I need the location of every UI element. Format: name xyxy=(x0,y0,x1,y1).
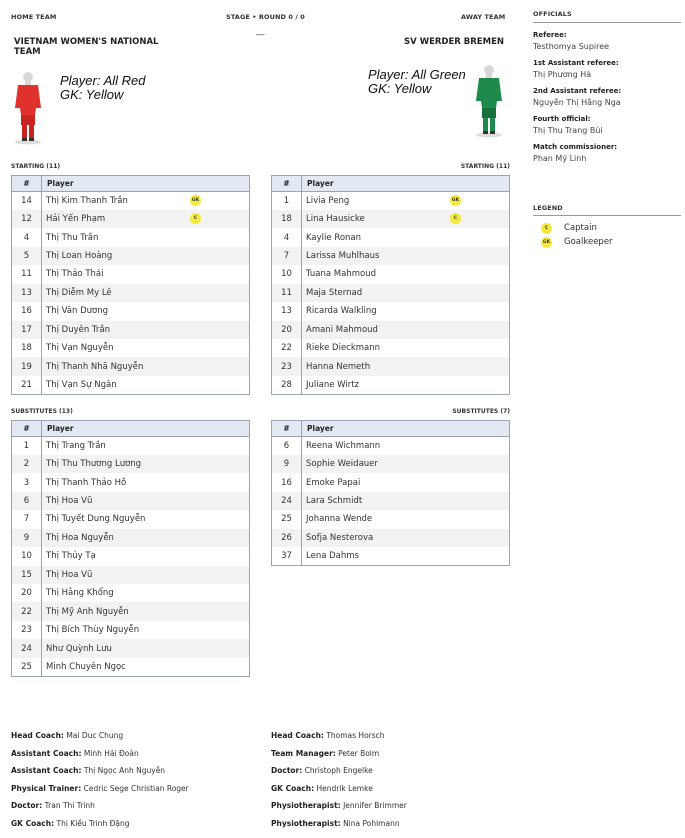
player-name-cell xyxy=(42,265,250,283)
player-row xyxy=(272,228,510,246)
player-name: Thị Thu Thương Lương xyxy=(46,459,142,470)
player-name-cell xyxy=(302,265,510,283)
staff-name: Thị Kiều Trinh Đặng xyxy=(56,818,130,828)
captain-badge: C xyxy=(190,213,201,224)
official-name: Testhomya Supiree xyxy=(533,42,610,51)
staff-entry xyxy=(271,731,407,749)
player-name: Minh Chuyên Ngọc xyxy=(46,661,126,672)
player-name-cell xyxy=(302,547,510,565)
player-name: Rieke Dieckmann xyxy=(306,343,381,354)
player-name-cell xyxy=(42,529,250,547)
player-name-cell xyxy=(42,566,250,584)
player-number: 20 xyxy=(272,321,302,339)
captain-badge: C xyxy=(541,223,552,234)
official-entry xyxy=(533,31,681,51)
player-number: 11 xyxy=(272,284,302,302)
home-kit-player: Player: All Red xyxy=(60,73,146,88)
player-name-cell xyxy=(302,473,510,491)
player-number: 24 xyxy=(12,639,42,657)
player-number: 19 xyxy=(12,357,42,375)
player-number: 1 xyxy=(272,192,302,210)
staff-name: Nina Pohlmann xyxy=(343,818,400,828)
player-name-cell xyxy=(42,510,250,528)
legend-label: Captain xyxy=(564,223,597,233)
player-name-cell xyxy=(42,584,250,602)
player-number: 24 xyxy=(272,492,302,510)
player-row xyxy=(272,357,510,375)
player-number: 25 xyxy=(272,510,302,528)
player-name-cell xyxy=(42,192,250,210)
staff-entry xyxy=(11,784,189,802)
player-row xyxy=(12,376,250,394)
player-number: 18 xyxy=(272,210,302,228)
staff-name: Thomas Horsch xyxy=(326,731,385,740)
col-num-header: # xyxy=(272,421,302,437)
staff-role: Head Coach: xyxy=(271,731,324,740)
player-number: 23 xyxy=(12,621,42,639)
col-player-header: Player xyxy=(42,176,250,192)
player-number: 7 xyxy=(272,247,302,265)
player-row xyxy=(12,621,250,639)
player-number: 22 xyxy=(12,602,42,620)
player-number: 11 xyxy=(12,265,42,283)
official-role: Match commissioner: xyxy=(533,143,618,151)
player-number: 6 xyxy=(12,492,42,510)
player-name: Hanna Nemeth xyxy=(306,361,371,372)
player-name-cell xyxy=(42,376,250,394)
player-name: Lina Hausicke xyxy=(306,214,365,225)
player-number: 9 xyxy=(272,455,302,473)
player-name: Kaylie Ronan xyxy=(306,232,362,243)
staff-role: Doctor: xyxy=(11,801,43,811)
goalkeeper-badge: GK xyxy=(450,195,461,206)
player-row xyxy=(272,210,510,228)
player-row xyxy=(12,584,250,602)
player-row xyxy=(272,455,510,473)
player-name: Thị Thu Trần xyxy=(46,232,99,243)
captain-badge: C xyxy=(450,213,461,224)
staff-name: Minh Hải Đoàn xyxy=(83,748,139,758)
staff-role: Physical Trainer: xyxy=(11,783,82,793)
player-name-cell xyxy=(302,247,510,265)
player-row xyxy=(272,473,510,491)
match-score: — xyxy=(256,30,265,40)
legend-item xyxy=(533,221,681,235)
player-row xyxy=(272,302,510,320)
player-name: Thị Tuyết Dung Nguyễn xyxy=(46,514,146,525)
staff-name: Cedric Sege Christian Roger xyxy=(83,783,189,793)
staff-role: Physiotherapist: xyxy=(271,801,341,811)
official-entry xyxy=(533,115,681,135)
player-name: Thị Vân Dương xyxy=(46,306,109,317)
player-row xyxy=(272,192,510,210)
player-row xyxy=(272,284,510,302)
staff-entry xyxy=(11,731,189,749)
player-name: Sofja Nesterova xyxy=(306,532,374,543)
staff-name: Christoph Engelke xyxy=(304,766,373,776)
player-number: 4 xyxy=(272,228,302,246)
player-name: Johanna Wende xyxy=(306,514,373,525)
player-row xyxy=(12,492,250,510)
player-row xyxy=(12,566,250,584)
staff-name: Hendrik Lemke xyxy=(316,783,373,793)
player-name-cell xyxy=(302,529,510,547)
player-name-cell xyxy=(42,437,250,455)
player-name: Thị Vạn Nguyễn xyxy=(46,343,114,354)
staff-name: Peter Bolm xyxy=(338,748,380,758)
legend-title: LEGEND xyxy=(533,204,681,216)
col-player-header: Player xyxy=(302,176,510,192)
player-name-cell xyxy=(42,658,250,676)
away-starting-label: STARTING (11) xyxy=(460,163,510,170)
staff-entry xyxy=(11,749,189,767)
staff-entry xyxy=(271,801,407,819)
official-name: Nguyễn Thị Hằng Nga xyxy=(533,98,621,107)
player-name: Reena Wichmann xyxy=(306,440,381,451)
col-player-header: Player xyxy=(302,421,510,437)
legend-label: Goalkeeper xyxy=(564,237,613,247)
away-subs-table xyxy=(271,420,510,566)
player-number: 7 xyxy=(12,510,42,528)
player-name-cell xyxy=(42,302,250,320)
player-name: Thị Hoa Nguyễn xyxy=(46,532,114,543)
player-name-cell xyxy=(302,339,510,357)
player-number: 6 xyxy=(272,437,302,455)
player-name-cell xyxy=(302,228,510,246)
player-row xyxy=(12,602,250,620)
player-name-cell xyxy=(302,192,510,210)
player-name-cell xyxy=(302,302,510,320)
player-row xyxy=(12,639,250,657)
away-team-label: AWAY TEAM xyxy=(461,13,506,21)
goalkeeper-badge: GK xyxy=(541,237,552,248)
away-kit-player: Player: All Green xyxy=(368,67,466,82)
official-role: 2nd Assistant referee: xyxy=(533,87,622,95)
official-entry xyxy=(533,143,681,163)
player-name: Lara Schmidt xyxy=(306,496,363,507)
player-row xyxy=(12,228,250,246)
player-name-cell xyxy=(42,357,250,375)
player-row xyxy=(272,529,510,547)
player-name-cell xyxy=(302,437,510,455)
player-name: Thị Hằng Khổng xyxy=(46,588,114,599)
player-row xyxy=(12,265,250,283)
player-number: 5 xyxy=(12,247,42,265)
officials-title: OFFICIALS xyxy=(533,10,681,23)
home-kit-icon xyxy=(12,70,44,148)
player-number: 17 xyxy=(12,321,42,339)
goalkeeper-badge: GK xyxy=(190,195,201,206)
player-name-cell xyxy=(302,321,510,339)
player-name: Thị Hoa Vũ xyxy=(46,569,93,580)
player-number: 16 xyxy=(12,302,42,320)
staff-name: Thị Ngọc Anh Nguyễn xyxy=(83,766,166,776)
col-num-header: # xyxy=(12,421,42,437)
staff-entry xyxy=(271,819,407,837)
player-name: Thị Thảo Thái xyxy=(46,269,104,280)
player-number: 21 xyxy=(12,376,42,394)
player-name-cell xyxy=(302,510,510,528)
player-name-cell xyxy=(302,455,510,473)
staff-name: Jennifer Brimmer xyxy=(343,801,407,811)
staff-entry xyxy=(11,766,189,784)
home-subs-table xyxy=(11,420,250,677)
col-num-header: # xyxy=(272,176,302,192)
player-number: 13 xyxy=(12,284,42,302)
player-name-cell xyxy=(302,284,510,302)
player-number: 10 xyxy=(12,547,42,565)
staff-name: Tran Thi Trinh xyxy=(44,801,95,811)
player-number: 15 xyxy=(12,566,42,584)
player-name: Như Quỳnh Lưu xyxy=(46,643,112,654)
player-name: Sophie Weidauer xyxy=(306,459,378,470)
staff-role: Assistant Coach: xyxy=(11,766,82,776)
player-number: 3 xyxy=(12,473,42,491)
player-number: 16 xyxy=(272,473,302,491)
player-row xyxy=(272,321,510,339)
player-name: Thị Thanh Nhã Nguyễn xyxy=(46,361,144,372)
player-name: Thị Bích Thùy Nguyễn xyxy=(46,625,140,636)
player-number: 26 xyxy=(272,529,302,547)
player-row xyxy=(12,339,250,357)
player-name-cell xyxy=(42,492,250,510)
staff-role: Assistant Coach: xyxy=(11,748,82,758)
player-row xyxy=(12,284,250,302)
player-name: Thị Loan Hoàng xyxy=(46,251,113,262)
official-entry xyxy=(533,87,681,107)
away-subs-label: SUBSTITUTES (7) xyxy=(452,408,510,415)
staff-role: Head Coach: xyxy=(11,731,64,740)
player-row xyxy=(12,247,250,265)
player-row xyxy=(272,547,510,565)
player-name-cell xyxy=(42,473,250,491)
away-team-name: SV WERDER BREMEN xyxy=(404,37,504,47)
player-name-cell xyxy=(42,228,250,246)
player-row xyxy=(272,247,510,265)
player-row xyxy=(272,492,510,510)
player-row xyxy=(12,510,250,528)
official-name: Thị Thu Trang Bùi xyxy=(533,126,603,135)
player-row xyxy=(12,357,250,375)
staff-role: GK Coach: xyxy=(11,818,55,828)
player-name: Emoke Papai xyxy=(306,477,361,488)
player-row xyxy=(12,455,250,473)
player-number: 9 xyxy=(12,529,42,547)
player-number: 1 xyxy=(12,437,42,455)
player-number: 22 xyxy=(272,339,302,357)
player-name: Thị Hoa Vũ xyxy=(46,496,93,507)
officials-panel xyxy=(533,10,681,171)
player-number: 4 xyxy=(12,228,42,246)
player-row xyxy=(272,265,510,283)
player-number: 28 xyxy=(272,376,302,394)
home-team-label: HOME TEAM xyxy=(11,13,57,21)
player-name-cell xyxy=(42,547,250,565)
player-name-cell xyxy=(302,357,510,375)
player-row xyxy=(12,547,250,565)
player-name: Tuana Mahmoud xyxy=(306,269,376,280)
player-row xyxy=(272,437,510,455)
player-name: Hải Yến Phạm xyxy=(46,214,106,225)
player-name-cell xyxy=(42,247,250,265)
player-name: Lena Dahms xyxy=(306,551,359,562)
staff-entry xyxy=(271,749,407,767)
player-row xyxy=(272,339,510,357)
player-number: 18 xyxy=(12,339,42,357)
player-name-cell xyxy=(302,210,510,228)
player-number: 13 xyxy=(272,302,302,320)
player-row xyxy=(12,658,250,676)
player-name: Thị Kim Thanh Trần xyxy=(46,195,128,206)
player-name: Larissa Muhlhaus xyxy=(306,251,380,262)
player-row xyxy=(272,510,510,528)
player-name: Juliane Wirtz xyxy=(306,379,360,390)
home-starting-table xyxy=(11,175,250,395)
player-row xyxy=(12,529,250,547)
official-role: Referee: xyxy=(533,31,567,39)
home-starting-label: STARTING (11) xyxy=(11,163,61,170)
official-entry xyxy=(533,59,681,79)
player-row xyxy=(12,210,250,228)
staff-entry xyxy=(11,819,189,837)
player-name: Amani Mahmoud xyxy=(306,324,378,335)
staff-role: Physiotherapist: xyxy=(271,818,341,828)
player-number: 2 xyxy=(12,455,42,473)
player-row xyxy=(272,376,510,394)
player-name-cell xyxy=(42,321,250,339)
player-name-cell xyxy=(42,284,250,302)
player-number: 23 xyxy=(272,357,302,375)
player-row xyxy=(12,321,250,339)
player-number: 37 xyxy=(272,547,302,565)
player-name: Thị Trang Trần xyxy=(46,440,106,451)
staff-name: Mai Duc Chung xyxy=(66,731,124,740)
player-name: Livia Peng xyxy=(306,195,350,206)
official-role: Fourth official: xyxy=(533,115,591,123)
player-name: Thị Thanh Thảo Hồ xyxy=(46,477,127,488)
player-number: 25 xyxy=(12,658,42,676)
player-number: 20 xyxy=(12,584,42,602)
away-kit-gk: GK: Yellow xyxy=(368,81,432,96)
player-number: 12 xyxy=(12,210,42,228)
player-name-cell xyxy=(302,376,510,394)
player-name: Maja Sternad xyxy=(306,287,363,298)
official-name: Phan Mỹ Linh xyxy=(533,154,587,163)
staff-entry xyxy=(271,784,407,802)
player-name-cell xyxy=(42,639,250,657)
away-starting-table xyxy=(271,175,510,395)
player-row xyxy=(12,192,250,210)
player-name: Thị Diễm My Lê xyxy=(46,287,112,298)
home-staff-list xyxy=(11,731,189,837)
staff-entry xyxy=(271,766,407,784)
official-role: 1st Assistant referee: xyxy=(533,59,619,67)
player-name-cell xyxy=(42,339,250,357)
player-row xyxy=(12,437,250,455)
staff-role: GK Coach: xyxy=(271,783,315,793)
player-row xyxy=(12,473,250,491)
player-name: Ricarda Walkling xyxy=(306,306,377,317)
player-name-cell xyxy=(42,455,250,473)
player-name-cell xyxy=(42,210,250,228)
home-kit-gk: GK: Yellow xyxy=(60,87,124,102)
player-name: Thị Mỹ Anh Nguyễn xyxy=(46,606,129,617)
player-row xyxy=(12,302,250,320)
player-number: 10 xyxy=(272,265,302,283)
col-num-header: # xyxy=(12,176,42,192)
col-player-header: Player xyxy=(42,421,250,437)
official-name: Thị Phương Hà xyxy=(533,70,592,79)
home-subs-label: SUBSTITUTES (13) xyxy=(11,408,73,415)
player-name-cell xyxy=(302,492,510,510)
stage-round: STAGE • ROUND 0 / 0 xyxy=(226,13,305,21)
player-number: 14 xyxy=(12,192,42,210)
player-name: Thị Duyên Trần xyxy=(46,324,110,335)
away-staff-list xyxy=(271,731,407,837)
player-name-cell xyxy=(42,602,250,620)
player-name-cell xyxy=(42,621,250,639)
staff-role: Team Manager: xyxy=(271,748,336,758)
away-kit-icon xyxy=(473,63,505,141)
player-name: Thị Vạn Sự Ngân xyxy=(46,379,117,390)
home-team-name: VIETNAM WOMEN'S NATIONAL TEAM xyxy=(14,37,159,57)
staff-role: Doctor: xyxy=(271,766,303,776)
legend-panel xyxy=(533,204,681,249)
staff-entry xyxy=(11,801,189,819)
player-name: Thị Thủy Tạ xyxy=(46,551,96,562)
legend-item xyxy=(533,235,681,249)
